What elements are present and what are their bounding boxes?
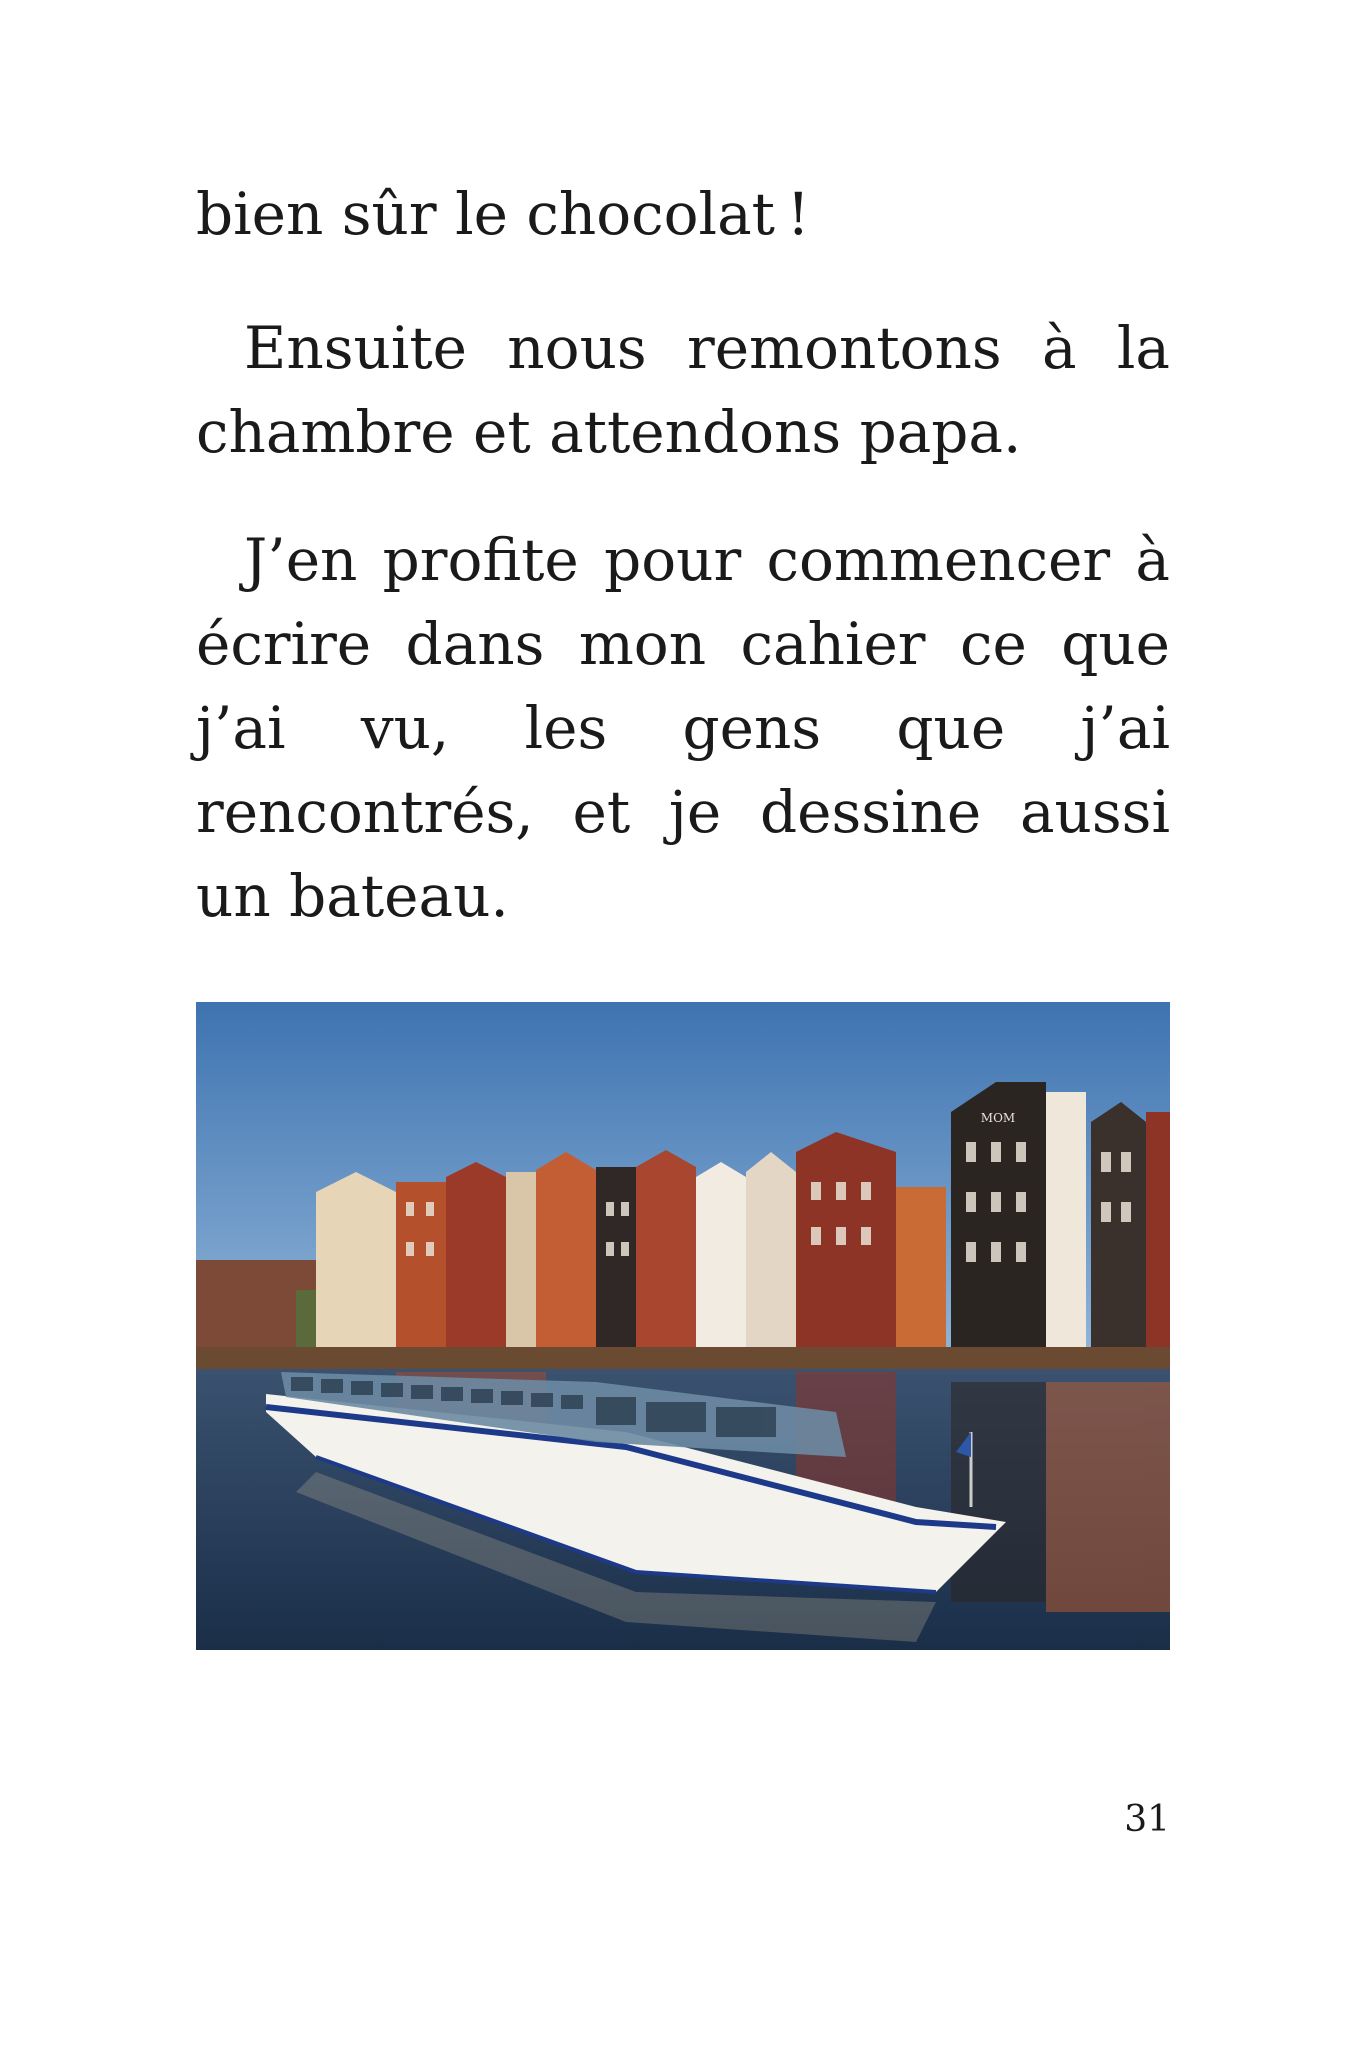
- quay: [196, 1347, 1170, 1369]
- canal-boat-photo: [196, 1002, 1170, 1650]
- canal-house: [1146, 1112, 1170, 1382]
- canal-house: [696, 1162, 746, 1352]
- canal-house: [1046, 1092, 1086, 1372]
- canal-house: [746, 1152, 796, 1352]
- canal-house: [446, 1162, 506, 1352]
- canal-house: [506, 1172, 536, 1352]
- canal-house: [896, 1187, 946, 1357]
- paragraph-2: Ensuite nous remontons à la chambre et attendons papa.: [196, 314, 1170, 466]
- canal-house: [596, 1167, 636, 1352]
- paragraph-1: bien sûr le chocolat !: [196, 180, 810, 248]
- page-number: 31: [1124, 1799, 1170, 1840]
- canal-house: [536, 1152, 596, 1352]
- paragraph-3: J’en profite pour commencer à écrire dans mon cahier ce que j’ai vu, les gens que j’ai rencontrés, et je dessine aussi un bateau.: [196, 526, 1170, 930]
- canal-house: [636, 1150, 696, 1352]
- canal-house: [1091, 1102, 1146, 1382]
- canal-house: [951, 1082, 1046, 1372]
- canal-house: [316, 1172, 396, 1352]
- house-sign: MOM: [980, 1111, 1016, 1125]
- canal-house: [396, 1182, 446, 1352]
- amsterdam-canal-illustration: [196, 1002, 1170, 1650]
